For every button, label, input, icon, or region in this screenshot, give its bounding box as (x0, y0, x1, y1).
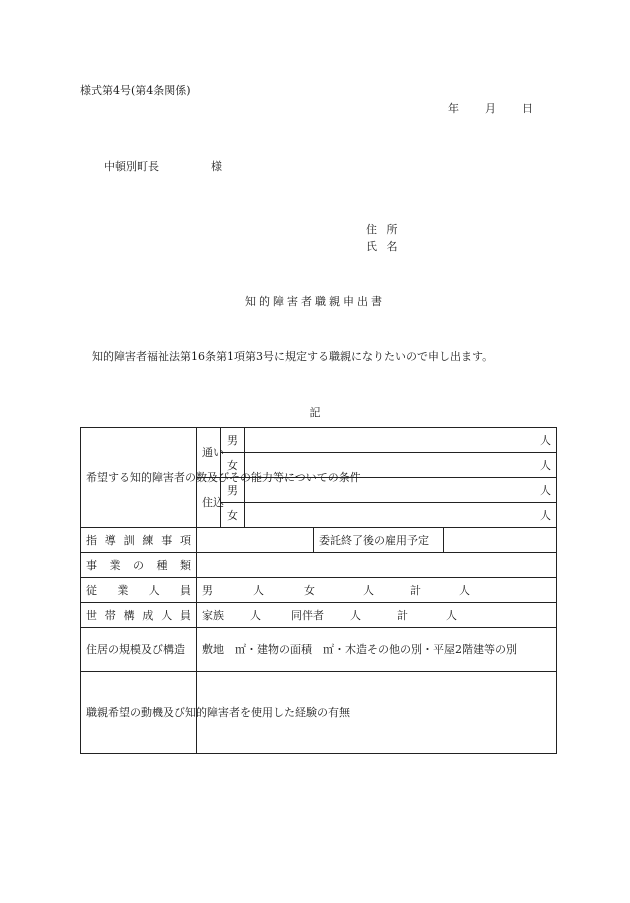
commute-female-label: 女 (221, 453, 245, 478)
commute-male-unit: 人 (540, 433, 552, 447)
post-commission-label: 委託終了後の雇用予定 (314, 528, 444, 553)
livein-female-count-field[interactable] (245, 503, 557, 528)
row-housing (81, 628, 557, 672)
employees-male: 男 (202, 583, 213, 597)
date-month: 月 (485, 102, 496, 115)
housing-label: 住居の規模及び構造 (81, 628, 197, 672)
desired-conditions-label: 希望する知的障害者の数及びその能力等についての条件 (81, 428, 197, 528)
housing-value: 敷地 ㎡・建物の面積 ㎡・木造その他の別・平屋2階建等の別 (202, 643, 517, 656)
live-in-label: 住込 (197, 478, 221, 528)
business-type-label: 事業の種類 (81, 553, 197, 578)
housing-field[interactable] (197, 628, 557, 672)
row-guidance (81, 528, 557, 553)
applicant-name-label: 氏 名 (366, 240, 401, 253)
employees-total: 計 (410, 583, 421, 597)
employees-field[interactable] (197, 578, 557, 603)
employees-total-unit: 人 (459, 583, 470, 597)
commute-male-count-field[interactable] (245, 428, 557, 453)
addressee-name: 中頓別町長 (104, 160, 159, 173)
post-commission-field[interactable] (444, 528, 557, 553)
addressee (104, 158, 222, 174)
date-year: 年 (448, 102, 459, 115)
document-title: 知的障害者職親申出書 (245, 295, 385, 308)
date-line (448, 100, 533, 116)
row-commute-male (81, 428, 557, 453)
ki-heading: 記 (309, 406, 321, 419)
addressee-honorific: 様 (211, 160, 222, 173)
employees-female-unit: 人 (363, 583, 374, 597)
commute-label: 通い (197, 428, 221, 478)
employees-label: 従業人員 (81, 578, 197, 603)
livein-male-label: 男 (221, 478, 245, 503)
household-field[interactable] (197, 603, 557, 628)
household-family: 家族 (202, 608, 224, 622)
commute-male-label: 男 (221, 428, 245, 453)
employees-male-unit: 人 (253, 583, 264, 597)
row-business-type (81, 553, 557, 578)
livein-female-unit: 人 (540, 508, 552, 522)
employees-female: 女 (304, 583, 315, 597)
household-total-unit: 人 (446, 608, 457, 622)
household-cohabitant-unit: 人 (350, 608, 361, 622)
row-household (81, 603, 557, 628)
household-label: 世帯構成人員 (81, 603, 197, 628)
date-day: 日 (522, 102, 533, 115)
livein-male-unit: 人 (540, 483, 552, 497)
body-text: 知的障害者福祉法第16条第1項第3号に規定する職親になりたいので申し出ます。 (92, 350, 494, 363)
commute-female-unit: 人 (540, 458, 552, 472)
row-motive (81, 672, 557, 754)
household-cohabitant: 同伴者 (291, 608, 324, 622)
household-total: 計 (397, 608, 408, 622)
application-table (80, 427, 557, 754)
guidance-field[interactable] (197, 528, 314, 553)
guidance-label: 指導訓練事項 (81, 528, 197, 553)
form-number: 様式第4号(第4条関係) (80, 84, 191, 97)
row-employees (81, 578, 557, 603)
business-type-field[interactable] (197, 553, 557, 578)
applicant-address-label: 住 所 (366, 223, 401, 236)
motive-label: 職親希望の動機及び知的障害者を使用した経験の有無 (81, 672, 197, 754)
livein-female-label: 女 (221, 503, 245, 528)
household-family-unit: 人 (250, 608, 261, 622)
